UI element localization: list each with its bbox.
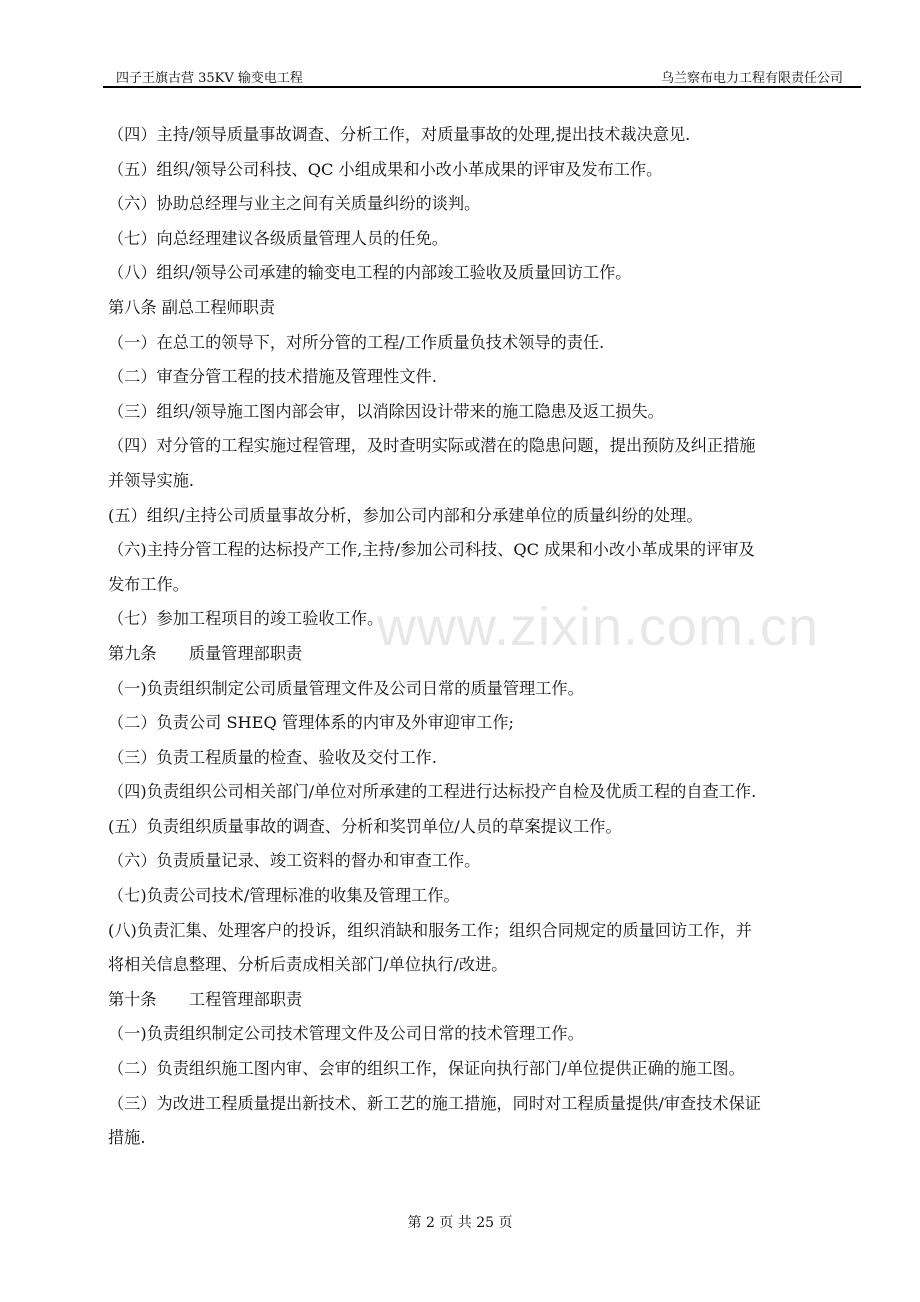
text-line: （一）在总工的领导下，对所分管的工程/工作质量负技术领导的责任.	[108, 332, 605, 352]
text-line: 将相关信息整理、分析后责成相关部门/单位执行/改进。	[108, 955, 508, 975]
text-line: 并领导实施.	[108, 470, 195, 490]
text-line: （八）组织/领导公司承建的输变电工程的内部竣工验收及质量回访工作。	[108, 263, 632, 283]
section-heading: 第九条 质量管理部职责	[108, 643, 303, 663]
text-line: (八)负责汇集、处理客户的投诉，组织消缺和服务工作；组织合同规定的质量回访工作，并	[108, 920, 752, 940]
text-line: 发布工作。	[108, 574, 189, 594]
text-line: （四）对分管的工程实施过程管理，及时查明实际或潜在的隐患问题，提出预防及纠正措施	[108, 436, 756, 456]
text-line: （六)主持分管工程的达标投产工作,主持/参加公司科技、QC 成果和小改小革成果的评审及	[108, 540, 755, 560]
header-project-title: 四子王旗古营 35KV 输变电工程	[116, 71, 303, 86]
text-line: （五）组织/领导公司科技、QC 小组成果和小改小革成果的评审及发布工作。	[108, 159, 663, 179]
text-line: （七)负责公司技术/管理标准的收集及管理工作。	[108, 886, 460, 906]
text-line: （七）参加工程项目的竣工验收工作。	[108, 609, 384, 629]
text-line: （一)负责组织制定公司质量管理文件及公司日常的质量管理工作。	[108, 678, 584, 698]
section-heading: 第八条 副总工程师职责	[108, 297, 276, 317]
watermark: www.zixin.com.cn	[377, 597, 820, 657]
text-line: （三）组织/领导施工图内部会审，以消除因设计带来的施工隐患及返工损失。	[108, 401, 664, 421]
text-line: (五）组织/主持公司质量事故分析，参加公司内部和分承建单位的质量纠纷的处理。	[108, 505, 703, 525]
text-line: （二）审查分管工程的技术措施及管理性文件.	[108, 367, 437, 387]
header-company-name: 乌兰察布电力工程有限责任公司	[660, 71, 843, 86]
text-line: （三）为改进工程质量提出新技术、新工艺的施工措施，同时对工程质量提供/审查技术保证	[108, 1093, 761, 1113]
text-line: 措施.	[108, 1128, 146, 1148]
document-body	[108, 118, 864, 1156]
text-line: （三）负责工程质量的检查、验收及交付工作.	[108, 747, 437, 767]
text-line: （二）负责公司 SHEQ 管理体系的内审及外审迎审工作;	[108, 713, 514, 733]
text-line: （四）主持/领导质量事故调查、分析工作，对质量事故的处理,提出技术裁决意见.	[108, 125, 691, 144]
text-line: （六）负责质量记录、竣工资料的督办和审查工作。	[108, 851, 481, 871]
text-line: （六）协助总经理与业主之间有关质量纠纷的谈判。	[108, 194, 481, 214]
text-line: （七）向总经理建议各级质量管理人员的任免。	[108, 228, 448, 248]
page-header	[103, 64, 861, 88]
text-line: （一)负责组织制定公司技术管理文件及公司日常的技术管理工作。	[108, 1024, 584, 1044]
text-line: (五）负责组织质量事故的调查、分析和奖罚单位/人员的草案提议工作。	[108, 816, 622, 836]
text-line: （四)负责组织公司相关部门/单位对所承建的工程进行达标投产自检及优质工程的自查工作.	[108, 782, 757, 802]
section-heading: 第十条 工程管理部职责	[108, 989, 303, 1009]
page-number-footer: 第 2 页 共 25 页	[407, 1215, 513, 1231]
text-line: （二）负责组织施工图内审、会审的组织工作，保证向执行部门/单位提供正确的施工图。	[108, 1059, 745, 1079]
